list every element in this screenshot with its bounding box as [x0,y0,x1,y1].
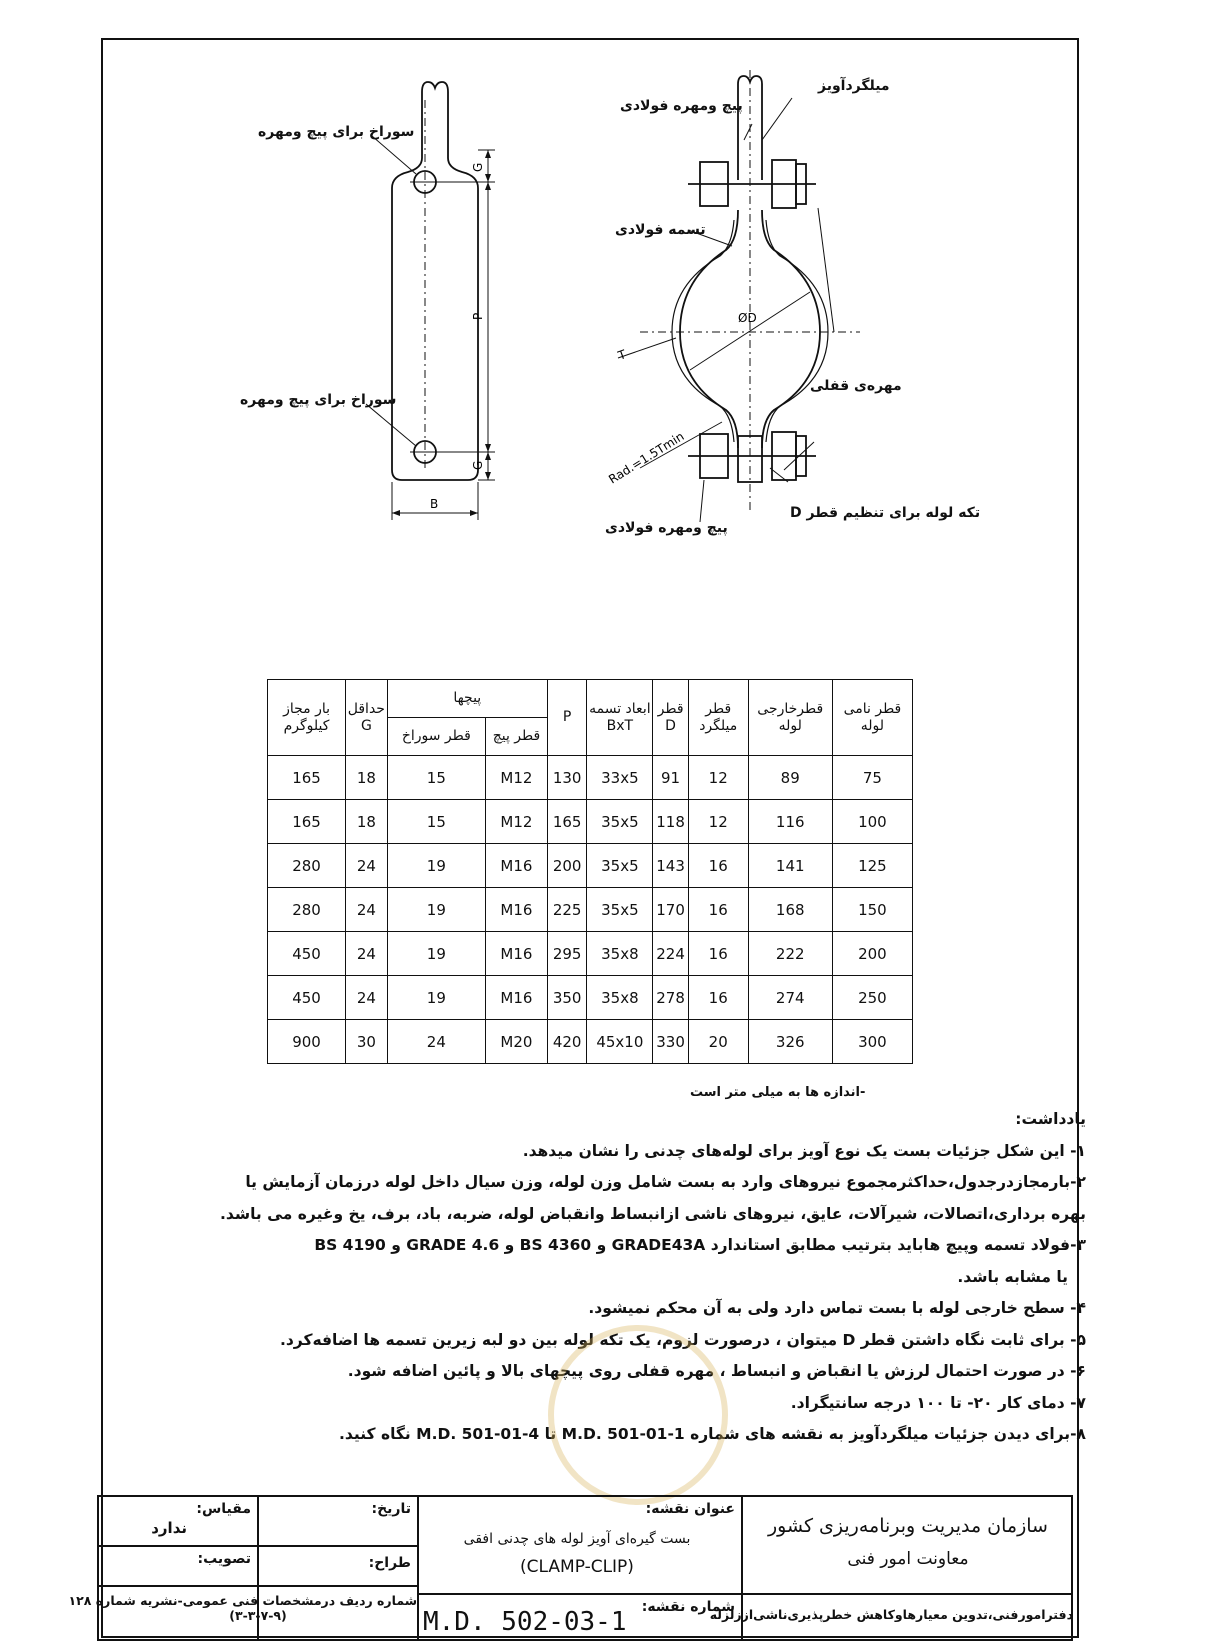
cell-g: 24 [346,888,388,932]
cell-outer: 141 [748,844,832,888]
deputy-name: معاونت امور فنی [847,1549,969,1569]
dim-thickness: T [616,347,628,363]
th-hole-dia: قطر سوراخ [387,718,485,756]
cell-g: 24 [346,976,388,1020]
ref-line-2: (۳-۳-۷-۹) [229,1608,287,1623]
cell-rod: 12 [688,756,748,800]
drawing-number: M.D. 502-03-1 [423,1607,627,1637]
note-2-cont: بهره برداری،اتصالات، شیرآلات، عایق، نیروهای ناشی ازانبساط وانقباض لوله، ضربه، باد، برف، یخ وغیره می باشد. [219,1204,1086,1223]
note-2: ۲-بارمجازدرجدول،حداکثرمجموع نیروهای وارد به بست شامل وزن لوله، وزن سیال داخل لوله درزمان آزمایش یا [245,1173,1086,1191]
cell-d: 91 [653,756,688,800]
th-d: قطر D [653,680,688,756]
cell-nominal: 125 [832,844,912,888]
cell-outer: 116 [748,800,832,844]
cell-hole: 15 [387,800,485,844]
note-5: ۵- برای ثابت نگاه داشتن قطر D میتوان ، درصورت لزوم، یک تکه لوله بین دو لبه زیرین تسمه ها اضافه‌کرد. [279,1330,1086,1349]
cell-hole: 19 [387,932,485,976]
cell-strap: 35x5 [587,888,653,932]
note-3-cont: یا مشابه باشد. [957,1267,1068,1286]
spec-table-body [268,756,913,1064]
cell-nominal: 75 [832,756,912,800]
cell-strap: 45x10 [587,1020,653,1064]
cell-strap: 35x8 [587,976,653,1020]
cell-g: 24 [346,932,388,976]
cell-bolt: M16 [486,932,548,976]
dim-p: P [471,312,485,320]
cell-outer: 222 [748,932,832,976]
table-row [268,800,913,844]
th-bolt-dia: قطر پیچ [486,718,548,756]
label-lock-nut: مهره‌ی قفلی [810,378,902,394]
cell-nominal: 100 [832,800,912,844]
table-row [268,932,913,976]
cell-strap: 33x5 [587,756,653,800]
cell-bolt: M16 [486,976,548,1020]
th-strap: ابعاد تسمه BxT [587,680,653,756]
cell-strap: 35x5 [587,800,653,844]
cell-d: 224 [653,932,688,976]
cell-outer: 326 [748,1020,832,1064]
table-row [268,844,913,888]
note-8: ۸-برای دیدن جزئیات میلگردآویز به نقشه های شماره M.D. 501-01-1 تا M.D. 501-01-4 نگاه کنید. [339,1425,1086,1443]
drawing-title-fa: بست گیره‌ای آویز لوله های چدنی افقی [463,1531,691,1547]
th-nominal: قطر نامی لوله [832,680,912,756]
cell-d: 143 [653,844,688,888]
cell-load: 900 [268,1020,346,1064]
dim-g-bottom: G [471,460,485,470]
cell-outer: 168 [748,888,832,932]
units-note: -اندازه ها به میلی متر است [690,1085,866,1100]
cell-p: 130 [547,756,587,800]
cell-nominal: 200 [832,932,912,976]
th-p: P [547,680,587,756]
cell-strap: 35x8 [587,932,653,976]
cell-strap: 35x5 [587,844,653,888]
drawing-title-en: (CLAMP-CLIP) [520,1557,634,1577]
cell-outer: 89 [748,756,832,800]
label-hole-bottom: سوراخ برای پیچ ومهره [240,392,397,408]
cell-d: 330 [653,1020,688,1064]
cell-d: 278 [653,976,688,1020]
table-row [268,1020,913,1064]
table-row [268,756,913,800]
cell-load: 165 [268,756,346,800]
scale-label: مقیاس: [196,1501,251,1517]
ref-line-1: شماره ردیف درمشخصات فنی عمومی-نشریه شماره ۱۲۸ [68,1593,417,1608]
cell-p: 165 [547,800,587,844]
label-hole-top: سوراخ برای پیچ ومهره [258,124,415,140]
cell-p: 420 [547,1020,587,1064]
th-rod: قطر میلگرد [688,680,748,756]
dim-b: B [430,497,439,511]
cell-bolt: M12 [486,756,548,800]
th-min-g: حداقل G [346,680,388,756]
cell-p: 225 [547,888,587,932]
cell-rod: 16 [688,844,748,888]
cell-outer: 274 [748,976,832,1020]
notes-heading: یادداشت: [1015,1110,1086,1128]
label-hanger-rod: میلگردآویز [818,78,890,94]
cell-g: 24 [346,844,388,888]
cell-rod: 16 [688,976,748,1020]
clamp-detail-drawing [600,70,960,540]
cell-d: 118 [653,800,688,844]
cell-rod: 16 [688,888,748,932]
cell-load: 165 [268,800,346,844]
scale-value: ندارد [151,1519,187,1537]
cell-nominal: 300 [832,1020,912,1064]
cell-load: 450 [268,976,346,1020]
note-3: ۳-فولاد تسمه وپیچ هاباید بترتیب مطابق استاندارد GRADE43A و BS 4360 و GRADE 4.6 و BS 4190 [314,1236,1086,1254]
office-name: دفترامورفنی،تدوین معیارهاوکاهش خطرپذیری‌ناشی‌اززلزله [709,1607,1073,1622]
cell-nominal: 250 [832,976,912,1020]
title-label: عنوان نقشه: [645,1501,735,1517]
designer-label: طراح: [368,1555,411,1571]
cell-hole: 19 [387,844,485,888]
date-label: تاریخ: [371,1501,411,1517]
title-block [68,1495,1073,1641]
note-6: ۶- در صورت احتمال لرزش یا انقباض و انبساط ، مهره قفلی روی پیچهای بالا و پائین اضافه شود. [347,1362,1086,1380]
cell-hole: 15 [387,756,485,800]
cell-rod: 16 [688,932,748,976]
cell-g: 18 [346,756,388,800]
cell-d: 170 [653,888,688,932]
dim-diameter: ØD [738,311,757,325]
cell-bolt: M12 [486,800,548,844]
cell-g: 18 [346,800,388,844]
table-row [268,976,913,1020]
spec-table [267,679,913,1064]
cell-p: 200 [547,844,587,888]
cell-bolt: M20 [486,1020,548,1064]
label-bolt-nut-top: پیچ ومهره فولادی [620,98,743,114]
approval-label: تصویب: [197,1551,251,1567]
cell-p: 350 [547,976,587,1020]
watermark-seal [548,1325,728,1505]
label-pipe-piece: تکه لوله برای تنظیم قطر D [790,505,981,521]
cell-hole: 19 [387,888,485,932]
cell-hole: 19 [387,976,485,1020]
th-outer: قطرخارجی لوله [748,680,832,756]
cell-rod: 20 [688,1020,748,1064]
cell-bolt: M16 [486,888,548,932]
number-label: شماره نقشه: [641,1599,735,1615]
th-bolts: پیچها [387,680,547,718]
th-load: بار مجاز کیلوگرم [268,680,346,756]
note-7: ۷- دمای کار ۲۰- تا ۱۰۰ درجه سانتیگراد. [790,1393,1086,1412]
org-name: سازمان مدیریت وبرنامه‌ریزی کشور [768,1515,1048,1537]
cell-bolt: M16 [486,844,548,888]
radius-note: Rad.=1.5Tmin [606,429,687,487]
cell-load: 280 [268,844,346,888]
cell-g: 30 [346,1020,388,1064]
cell-p: 295 [547,932,587,976]
table-row [268,888,913,932]
note-1: ۱- این شکل جزئیات بست یک نوع آویز برای لوله‌های چدنی را نشان میدهد. [522,1141,1086,1160]
cell-hole: 24 [387,1020,485,1064]
cell-load: 280 [268,888,346,932]
cell-nominal: 150 [832,888,912,932]
cell-load: 450 [268,932,346,976]
label-bolt-nut-bottom: پیچ ومهره فولادی [605,520,728,536]
note-4: ۴- سطح خارجی لوله با بست تماس دارد ولی به آن محکم نمیشود. [588,1299,1086,1317]
cell-rod: 12 [688,800,748,844]
label-steel-strap: تسمه فولادی [615,222,706,238]
dim-g-top: G [471,162,485,172]
